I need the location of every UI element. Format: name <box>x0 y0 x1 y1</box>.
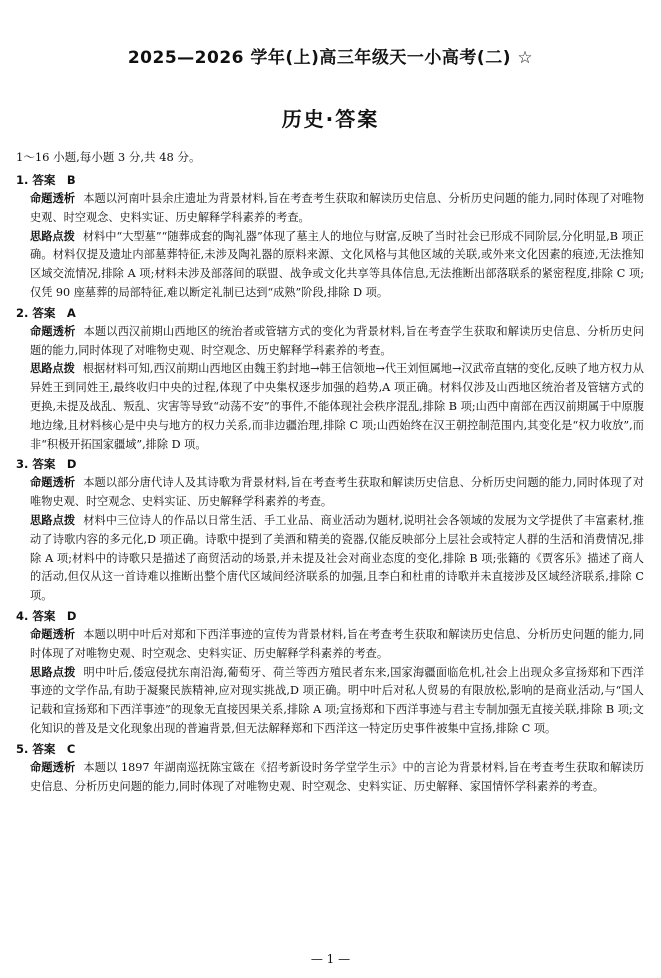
intent-text: 本题以明中叶后对郑和下西洋事迹的宣传为背景材料,旨在考查考生获取和解读历史信息、分析历史问题的能力,同时体现了对唯物史观、时空观念、史料实证、历史解释学科素养的考查。 <box>30 627 644 660</box>
answer-heading: 4. 答案 D <box>16 608 77 623</box>
analysis-label: 思路点拨 <box>30 229 75 243</box>
intent-label: 命题透析 <box>30 627 76 641</box>
intent-text: 本题以部分唐代诗人及其诗歌为背景材料,旨在考查考生获取和解读历史信息、分析历史问题的能力,同时体现了对唯物史观、时空观念、史料实证、历史解释学科素养的考查。 <box>30 476 644 509</box>
intent-label: 命题透析 <box>30 476 76 490</box>
analysis-text: 明中叶后,倭寇侵扰东南沿海,葡萄牙、荷兰等西方殖民者东来,国家海疆面临危机,社会上出现众多宣扬郑和下西洋事迹的文学作品,有助于凝聚民族精神,应对现实挑战,D 项正确。明中叶后对私人贸易的有限放松,影响的是商业活动,与“国人记载和宣扬郑和下西洋事迹”的现象无直接因果关系,排除 A 项;宣扬郑和下西洋事迹与君主专制加强无直接关联,排除 B 项;文化知识的普及是文化现象出现的普遍背景,但无法解释郑和下西洋这一特定历史事件被集中宣扬,排除 C 项。 <box>30 665 644 735</box>
intent-paragraph <box>30 626 644 664</box>
answer-item-1 <box>16 170 644 303</box>
answer-item-3 <box>16 454 644 606</box>
intent-paragraph <box>30 323 644 361</box>
intent-label: 命题透析 <box>30 324 76 338</box>
page-number: — 1 — <box>310 952 351 966</box>
intent-text: 本题以 1897 年湖南巡抚陈宝箴在《招考新设时务学堂学生示》中的言论为背景材料,旨在考查考生获取和解读历史信息、分析历史问题的能力,同时体现了对唯物史观、时空观念、史料实证、历史解释、家国情怀学科素养的考查。 <box>30 760 644 793</box>
intent-label: 命题透析 <box>30 192 76 205</box>
intent-label: 命题透析 <box>30 760 76 774</box>
analysis-paragraph <box>30 360 644 454</box>
analysis-paragraph <box>30 512 644 606</box>
answer-heading: 5. 答案 C <box>16 741 76 756</box>
page-subtitle: 历史·答案 <box>281 107 380 131</box>
intent-paragraph <box>30 759 644 797</box>
answer-list <box>16 170 644 796</box>
analysis-paragraph <box>30 664 644 739</box>
answer-heading: 3. 答案 D <box>16 457 77 472</box>
intent-text: 本题以河南叶县余庄遗址为背景材料,旨在考查考生获取和解读历史信息、分析历史问题的能力,同时体现了对唯物史观、时空观念、史料实证、历史解释学科素养的考查。 <box>30 192 644 224</box>
scoring-intro: 1～16 小题,每小题 3 分,共 48 分。 <box>16 150 201 164</box>
analysis-text: 根据材料可知,西汉前期山西地区由魏王豹封地→韩王信领地→代王刘恒属地→汉武帝直辖的变化,反映了地方权力从异姓王到同姓王,最终收归中央的过程,体现了中央集权逐步加强的趋势,A 项正确。材料仅涉及山西地区统治者及管辖方式的更换,未提及战乱、叛乱、灾害等导致“动荡不安”的事件,不能体现社会秩序混乱,排除 B 项;山西中南部在西汉前期属于中原腹地边缘,且材料核心是中央与地方的权力关系,而非边疆治理,排除 C 项;山西始终在汉王朝控制范围内,其变化是“权力收放”,而非“积极开拓国家疆域”,排除 D 项。 <box>30 362 644 451</box>
analysis-label: 思路点拨 <box>30 665 76 679</box>
answer-item-5 <box>16 739 644 797</box>
analysis-paragraph <box>30 228 644 303</box>
intent-paragraph <box>30 474 644 512</box>
page-title: 2025—2026 学年(上)高三年级天一小高考(二) ☆ <box>127 48 534 68</box>
intent-text: 本题以西汉前期山西地区的统治者或管辖方式的变化为背景材料,旨在考查学生获取和解读历史信息、分析历史问题的能力,同时体现了对唯物史观、时空观念、历史解释学科素养的考查。 <box>30 324 644 357</box>
answer-heading: 1. 答案 B <box>16 173 76 187</box>
analysis-label: 思路点拨 <box>30 362 75 376</box>
answer-heading: 2. 答案 A <box>16 305 76 320</box>
intent-paragraph <box>30 190 644 228</box>
answer-item-2 <box>16 303 644 455</box>
analysis-text: 材料中“大型墓”“随葬成套的陶礼器”体现了墓主人的地位与财富,反映了当时社会已形成不同阶层,分化明显,B 项正确。材料仅提及遗址内部墓葬特征,未涉及陶礼器的原料来源、文化风格与其他区域的关联,或外来文化因素的痕迹,无法推知区域交流情况,排除 A 项;材料未涉及部落间的联盟、战争或文化共享等具体信息,无法推断出部落联系的紧密程度,排除 C 项;仅凭 90 座墓葬的局部特征,难以断定礼制已达到“成熟”阶段,排除 D 项。 <box>30 229 644 299</box>
answer-item-4 <box>16 606 644 739</box>
analysis-text: 材料中三位诗人的作品以日常生活、手工业品、商业活动为题材,说明社会各领域的发展为文学提供了丰富素材,推动了诗歌内容的多元化,D 项正确。诗歌中提到了美酒和精美的瓷器,仅能反映部分上层社会或特定人群的生活和消费情况,排除 A 项;材料中的诗歌只是描述了商贸活动的场景,并未提及社会对商业态度的变化,排除 B 项;张籍的《贾客乐》描述了商人的活动,但仅从这一首诗难以推断出整个唐代区域间经济联系的加强,且李白和杜甫的诗歌并未直接涉及区域经济联系,排除 C 项。 <box>30 513 644 603</box>
analysis-label: 思路点拨 <box>30 513 76 527</box>
